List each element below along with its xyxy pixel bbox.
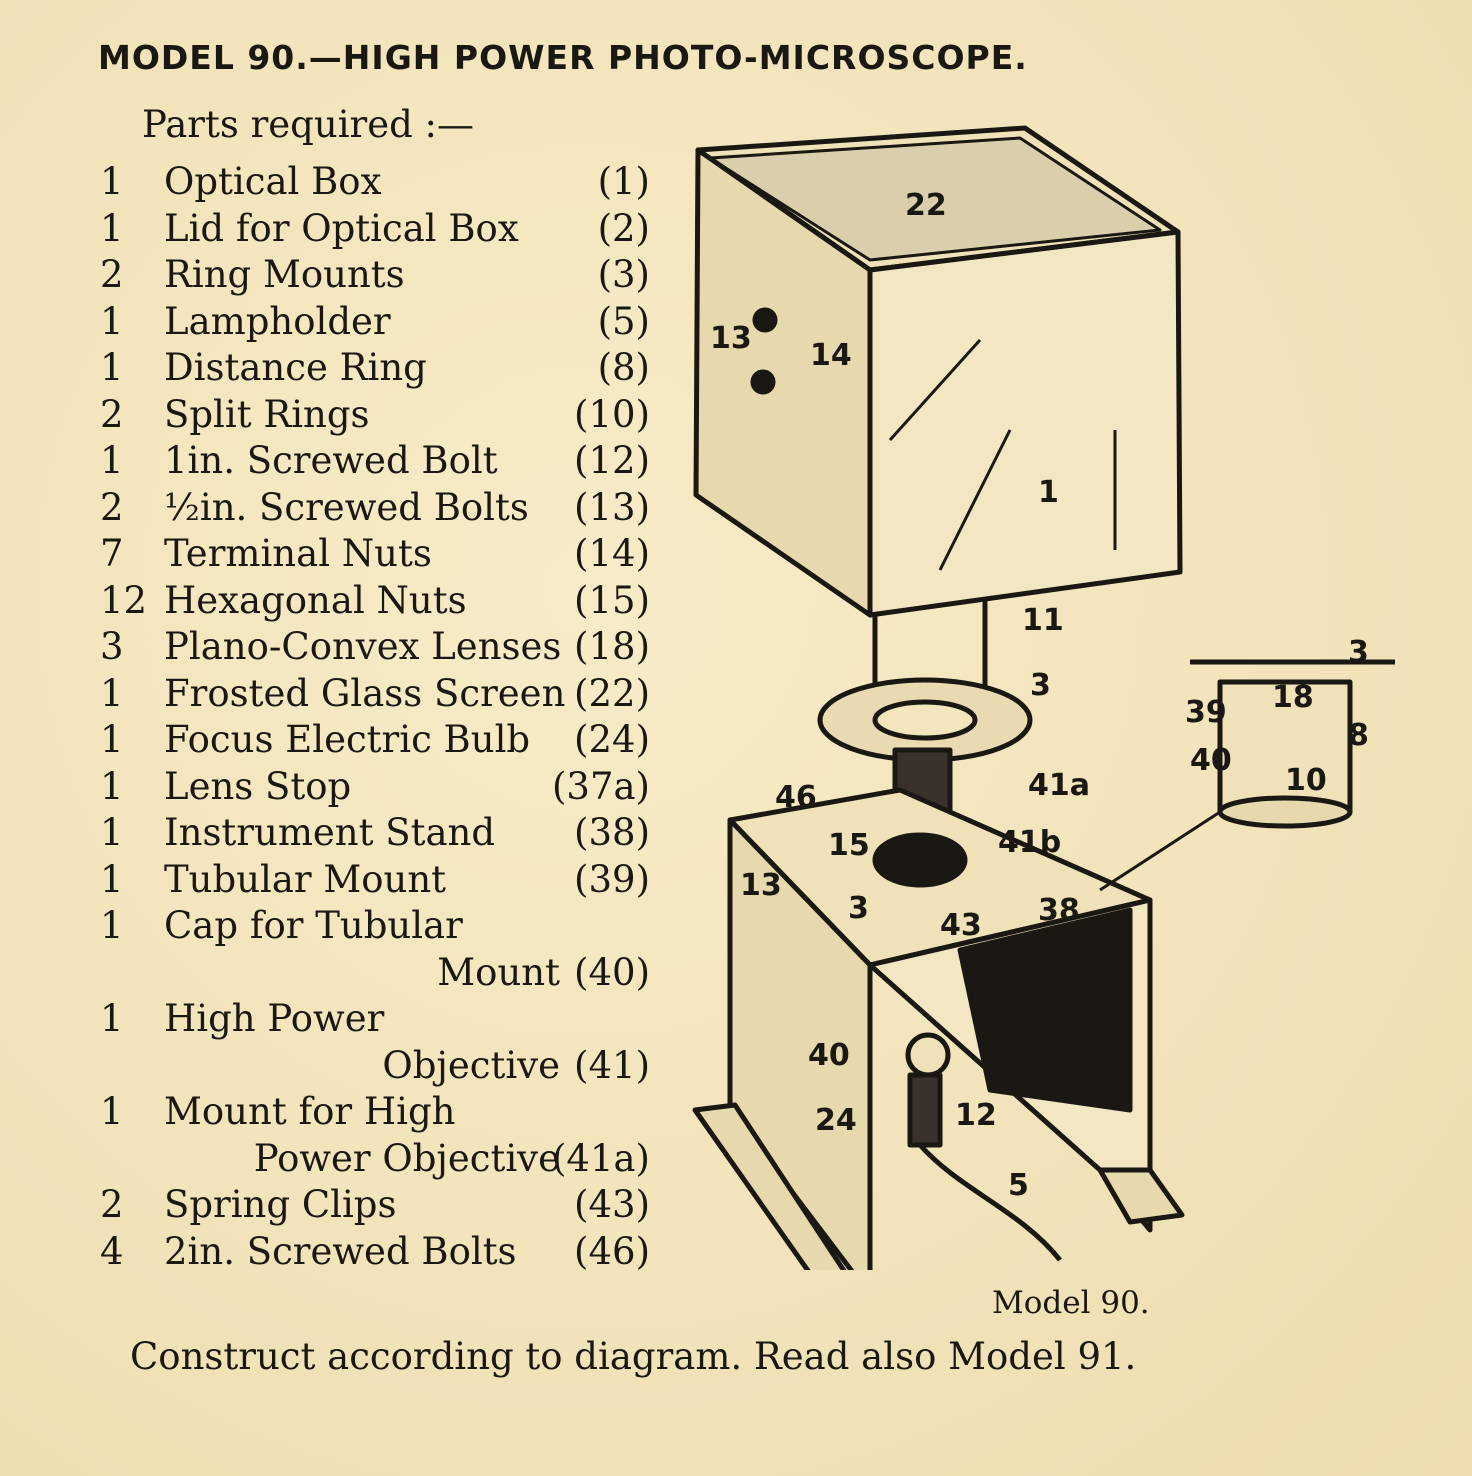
part-code: (22) — [574, 671, 650, 715]
callout-label: 15 — [1080, 1068, 1122, 1103]
part-qty: 2 — [100, 253, 124, 296]
part-qty: 1 — [100, 299, 124, 343]
part-code: (8) — [597, 346, 650, 389]
part-code: (10) — [574, 392, 650, 436]
callout-label: 8 — [1348, 718, 1369, 753]
part-name: Instrument Stand — [164, 811, 496, 854]
callout-label: 43 — [940, 908, 982, 943]
part-qty: 12 — [100, 578, 148, 622]
part-row — [0, 207, 660, 253]
part-code: (14) — [574, 532, 650, 575]
part-row — [0, 1230, 660, 1276]
part-code: (1) — [597, 160, 650, 203]
lamp-cable — [920, 1145, 1060, 1260]
part-name: Ring Mounts — [164, 253, 405, 296]
part-row — [0, 672, 660, 718]
part-name: ½in. Screwed Bolts — [164, 485, 529, 529]
callout-label: 41a — [1028, 768, 1090, 803]
part-name: Optical Box — [164, 160, 382, 203]
part-qty: 1 — [100, 206, 124, 250]
part-row-continuation — [0, 951, 660, 997]
callout-label: 11 — [1022, 603, 1064, 638]
part-name: Split Rings — [164, 392, 370, 436]
callout-label: 3 — [848, 891, 869, 926]
parts-heading: Parts required :— — [142, 103, 475, 146]
page-title: MODEL 90.—HIGH POWER PHOTO-MICROSCOPE. — [98, 38, 1028, 77]
part-code: (40) — [574, 950, 650, 994]
callout-label: 46 — [775, 780, 817, 815]
part-qty: 7 — [100, 532, 124, 575]
bulb-icon — [908, 1035, 948, 1075]
part-code: (2) — [597, 206, 650, 250]
callout-label: 41b — [998, 825, 1062, 860]
callout-label: 40 — [1190, 743, 1232, 778]
part-qty: 1 — [100, 1090, 124, 1133]
part-code: (18) — [574, 625, 650, 668]
part-code: (43) — [574, 1183, 650, 1226]
part-name: Lampholder — [164, 299, 391, 343]
part-code: (46) — [574, 1229, 650, 1273]
part-qty: 4 — [100, 1229, 124, 1273]
part-row — [0, 439, 660, 485]
part-code: (12) — [574, 439, 650, 482]
callout-label: 13 — [710, 321, 752, 356]
part-row — [0, 393, 660, 439]
diagram-caption: Model 90. — [992, 1285, 1150, 1321]
part-qty: 1 — [100, 718, 124, 761]
part-row — [0, 1183, 660, 1229]
part-row-continuation — [0, 1044, 660, 1090]
part-qty: 1 — [100, 439, 124, 482]
part-code: (38) — [574, 811, 650, 854]
part-name: Cap for Tubular — [164, 904, 463, 947]
callout-label: 22 — [905, 188, 947, 223]
part-code: (39) — [574, 857, 650, 901]
part-name-continuation: Mount — [437, 950, 560, 994]
part-qty: 2 — [100, 485, 124, 529]
callout-label: 40 — [808, 1038, 850, 1073]
part-row — [0, 300, 660, 346]
part-code: (41) — [574, 1043, 650, 1087]
part-name: Tubular Mount — [164, 857, 447, 901]
callout-label: 3 — [1030, 668, 1051, 703]
part-name: Lens Stop — [164, 764, 352, 808]
part-row — [0, 253, 660, 299]
part-name: Distance Ring — [164, 346, 427, 389]
part-code: (5) — [597, 299, 650, 343]
part-row — [0, 904, 660, 950]
part-code: (41a) — [551, 1136, 650, 1180]
part-row-continuation — [0, 1137, 660, 1183]
part-row — [0, 532, 660, 578]
stand-foot-right — [1100, 1170, 1182, 1222]
callout-label: 3 — [1348, 635, 1369, 670]
part-row — [0, 1090, 660, 1136]
lampholder — [910, 1075, 940, 1145]
part-qty: 1 — [100, 671, 124, 715]
part-name-continuation: Power Objective — [253, 1136, 560, 1180]
part-row — [0, 346, 660, 392]
callout-label: 18 — [1272, 680, 1314, 715]
part-code: (37a) — [551, 764, 650, 808]
callout-label: 5 — [1008, 1168, 1029, 1203]
part-qty: 3 — [100, 625, 124, 668]
part-name: Spring Clips — [164, 1183, 397, 1226]
optical-box-front-face — [870, 232, 1180, 615]
part-code: (13) — [574, 485, 650, 529]
part-name: Mount for High — [164, 1090, 456, 1133]
part-name: Plano-Convex Lenses — [164, 625, 562, 668]
part-name: Hexagonal Nuts — [164, 578, 467, 622]
part-qty: 1 — [100, 811, 124, 854]
part-name: 1in. Screwed Bolt — [164, 439, 498, 482]
part-name: Frosted Glass Screen — [164, 671, 566, 715]
part-row — [0, 811, 660, 857]
part-qty: 1 — [100, 857, 124, 901]
part-name: High Power — [164, 997, 385, 1040]
part-qty: 2 — [100, 392, 124, 436]
callout-label: 38 — [1038, 893, 1080, 928]
part-qty: 1 — [100, 764, 124, 808]
part-qty: 1 — [100, 160, 124, 203]
part-code: (3) — [597, 253, 650, 296]
terminal-nut-icon — [753, 372, 773, 392]
part-row — [0, 579, 660, 625]
part-qty: 2 — [100, 1183, 124, 1226]
part-qty: 1 — [100, 346, 124, 389]
callout-label: 39 — [1185, 695, 1227, 730]
part-code: (15) — [574, 578, 650, 622]
callout-label: 1 — [1038, 475, 1059, 510]
part-row — [0, 997, 660, 1043]
part-qty: 1 — [100, 997, 124, 1040]
part-name: Focus Electric Bulb — [164, 718, 531, 761]
callout-label: 13 — [740, 868, 782, 903]
part-name: 2in. Screwed Bolts — [164, 1229, 517, 1273]
microscope-diagram — [660, 110, 1420, 1270]
terminal-nut-icon — [755, 310, 775, 330]
part-name: Lid for Optical Box — [164, 206, 519, 250]
part-name: Terminal Nuts — [164, 532, 432, 575]
part-row — [0, 765, 660, 811]
part-row — [0, 625, 660, 671]
part-row — [0, 160, 660, 206]
callout-label: 14 — [810, 338, 852, 373]
callout-label: 24 — [815, 1103, 857, 1138]
part-row — [0, 486, 660, 532]
part-row — [0, 858, 660, 904]
part-qty: 1 — [100, 904, 124, 947]
callout-label: 10 — [1285, 763, 1327, 798]
part-name-continuation: Objective — [382, 1043, 560, 1087]
callout-label: 12 — [955, 1098, 997, 1133]
footer-note: Construct according to diagram. Read also Model 91. — [130, 1335, 1137, 1378]
part-row — [0, 718, 660, 764]
part-code: (24) — [574, 718, 650, 761]
callout-label: 15 — [828, 828, 870, 863]
